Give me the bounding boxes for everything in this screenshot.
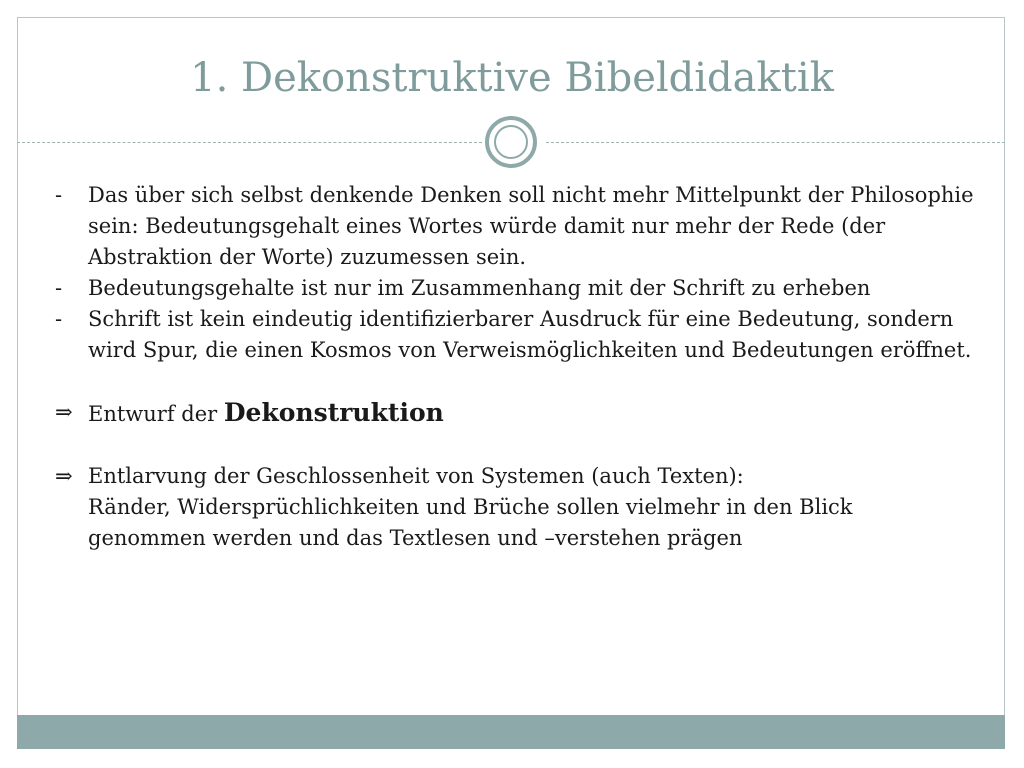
divider-left [17,142,482,143]
bullet-item-1 [55,180,975,273]
bullet-item-3 [55,304,975,366]
bullet-item-2 [55,273,975,304]
divider-right [546,142,1005,143]
conclusion-line-1: Entlarvung der Geschlossenheit von Systemen (auch Texten): [88,464,744,488]
footer-bar [17,715,1005,749]
implies-arrow-icon: ⇒ [55,464,73,488]
implies-arrow-icon: ⇒ [55,400,73,424]
conclusion-line-2: Ränder, Widersprüchlichkeiten und Brüche sollen vielmehr in den Blick genommen werden und das Textlesen und –verstehen prägen [88,495,853,550]
slide-title: 1. Dekonstruktive Bibeldidaktik [190,55,834,101]
conclusion-text: Entwurf der [88,402,224,426]
dash-marker: - [55,276,63,300]
dash-marker: - [55,183,63,207]
conclusion-item-1 [55,397,975,430]
bullet-text: Schrift ist kein eindeutig identifizierbarer Ausdruck für eine Bedeutung, sondern wird Spur, die einen Kosmos von Verweismöglichkeiten und Bedeutungen eröffnet. [88,307,972,362]
double-ring-icon [485,116,537,168]
bullet-text: Bedeutungsgehalte ist nur im Zusammenhang mit der Schrift zu erheben [88,276,871,300]
emphasis-term: Dekonstruktion [223,398,444,427]
bullet-text: Das über sich selbst denkende Denken soll nicht mehr Mittelpunkt der Philosophie sein: Bedeutungsgehalt eines Wortes würde damit nur mehr der Rede (der Abstraktion der Worte) zuzumessen sein. [88,183,974,269]
dash-marker: - [55,307,63,331]
conclusion-item-2 [55,461,975,554]
slide-body [55,180,975,554]
